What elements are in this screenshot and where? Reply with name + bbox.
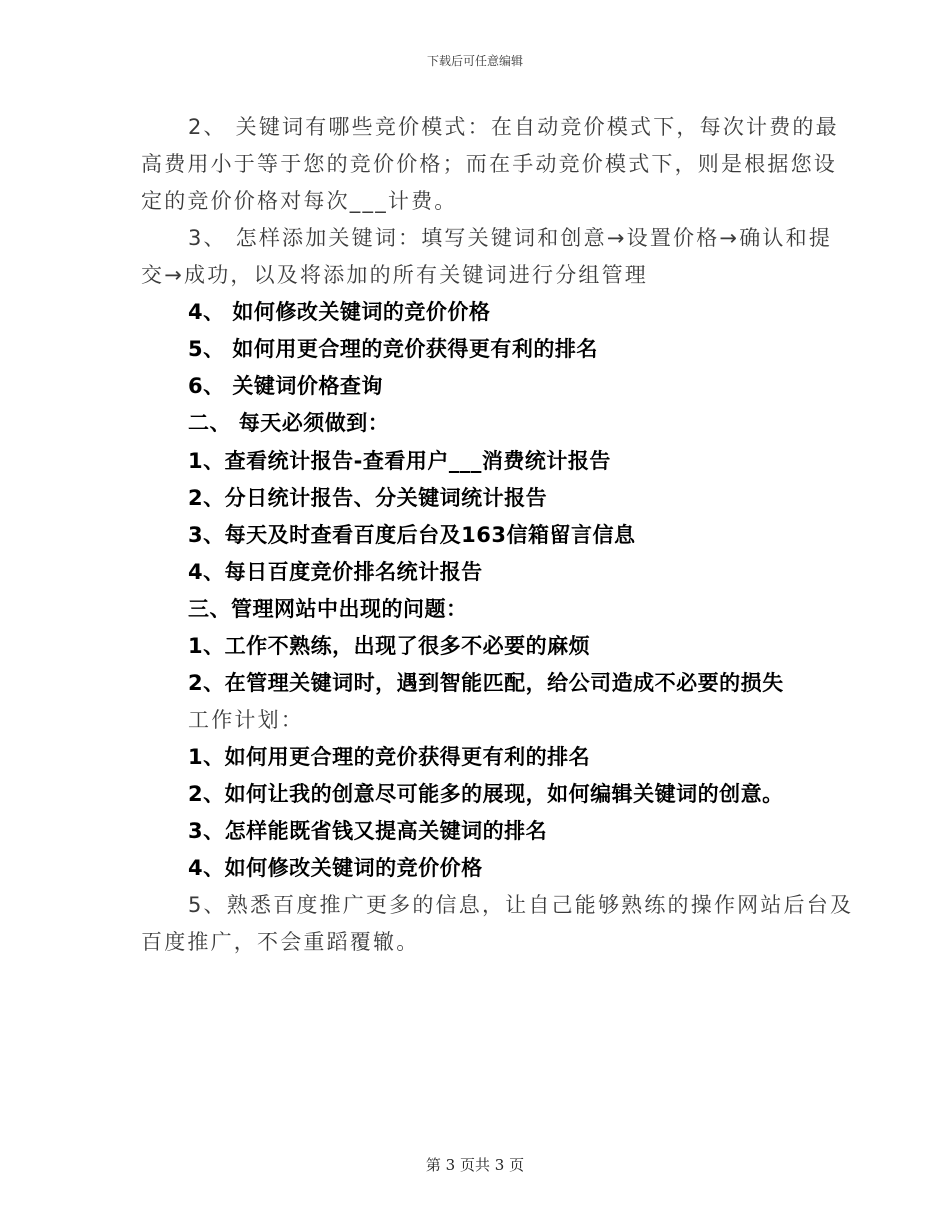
list-item: 4、每日百度竞价排名统计报告	[188, 560, 483, 584]
list-item: 1、如何用更合理的竞价获得更有利的排名	[188, 745, 591, 769]
paragraph-line: 3、 怎样添加关键词：填写关键词和创意→设置价格→确认和提	[188, 226, 833, 250]
list-item: 3、每天及时查看百度后台及163信箱留言信息	[188, 523, 636, 547]
section-heading: 工作计划：	[188, 708, 304, 732]
list-item: 4、 如何修改关键词的竞价价格	[188, 300, 491, 324]
section-heading: 三、管理网站中出现的问题：	[188, 597, 468, 621]
list-item: 5、 如何用更合理的竞价获得更有利的排名	[188, 337, 598, 361]
paragraph-line: 交→成功，以及将添加的所有关键词进行分组管理	[141, 263, 648, 287]
list-item: 3、怎样能既省钱又提高关键词的排名	[188, 819, 548, 843]
list-item: 2、在管理关键词时，遇到智能匹配，给公司造成不必要的损失	[188, 671, 784, 695]
paragraph-line: 百度推广，不会重蹈覆辙。	[141, 930, 420, 954]
page-header: 下载后可任意编辑	[426, 54, 523, 68]
list-item: 1、工作不熟练，出现了很多不必要的麻烦	[188, 634, 591, 658]
list-item: 2、分日统计报告、分关键词统计报告	[188, 486, 548, 510]
list-item: 4、如何修改关键词的竞价价格	[188, 856, 483, 880]
paragraph-line: 2、 关键词有哪些竞价模式：在自动竞价模式下，每次计费的最	[188, 115, 839, 139]
paragraph-line: 高费用小于等于您的竞价价格；而在手动竞价模式下，则是根据您设	[141, 152, 837, 176]
paragraph-line: 5、熟悉百度推广更多的信息，让自己能够熟练的操作网站后台及	[188, 893, 854, 917]
list-item: 6、 关键词价格查询	[188, 374, 383, 398]
section-heading: 二、 每天必须做到：	[188, 411, 390, 435]
page-footer: 第 3 页共 3 页	[425, 1156, 525, 1174]
list-item: 1、查看统计报告-查看用户___消费统计报告	[188, 449, 611, 473]
list-item: 2、如何让我的创意尽可能多的展现，如何编辑关键词的创意。	[188, 782, 784, 806]
paragraph-line: 定的竞价价格对每次___计费。	[141, 189, 458, 213]
